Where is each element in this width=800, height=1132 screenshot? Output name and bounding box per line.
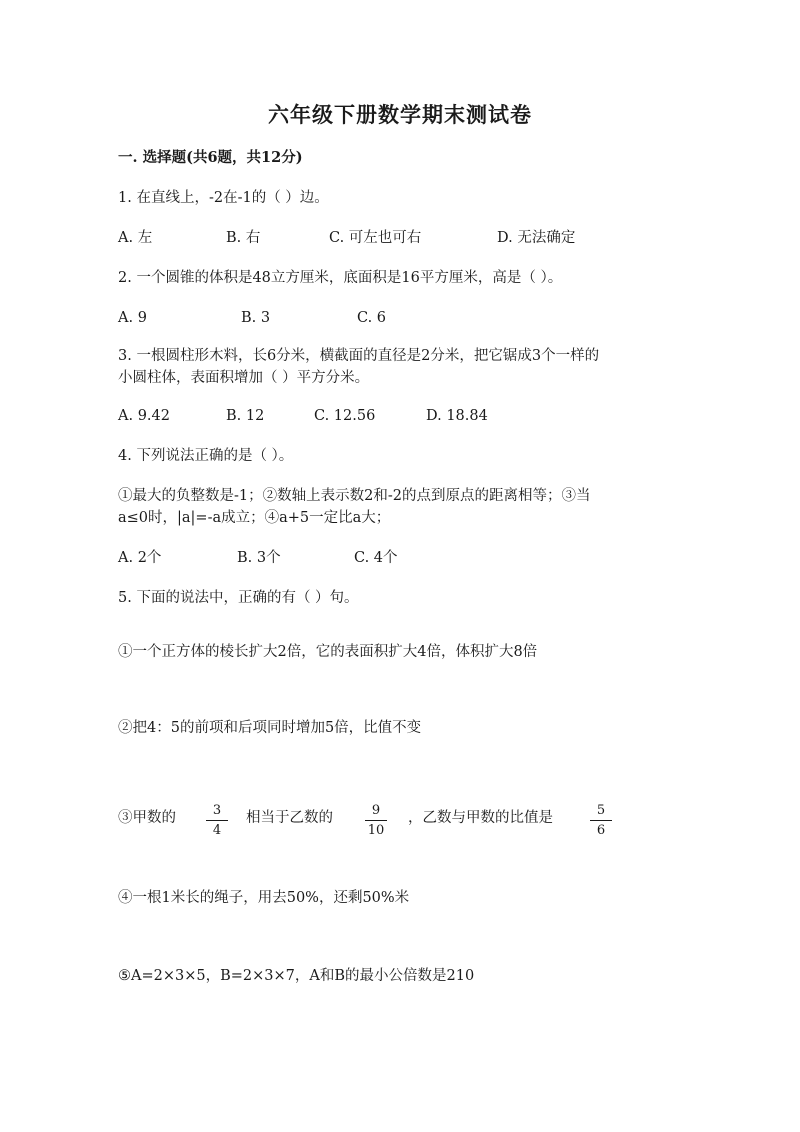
q5-statement-3-part-c: ，乙数与甲数的比值是 xyxy=(408,810,553,826)
q4-option-b: B. 3个 xyxy=(237,550,281,566)
q4-option-a: A. 2个 xyxy=(118,550,162,566)
fraction-numerator: 5 xyxy=(596,803,606,818)
q2-option-b: B. 3 xyxy=(241,310,271,326)
q1-option-b: B. 右 xyxy=(226,230,261,246)
fraction-denominator: 6 xyxy=(596,823,606,838)
q5-statement-5: ⑤A=2×3×5，B=2×3×7，A和B的最小公倍数是210 xyxy=(118,968,475,984)
q3-option-a: A. 9.42 xyxy=(118,408,170,424)
fraction-bar xyxy=(365,820,387,821)
fraction-numerator: 9 xyxy=(371,803,381,818)
q5-statement-3-part-b: 相当于乙数的 xyxy=(246,810,333,826)
q1-option-a: A. 左 xyxy=(118,230,153,246)
q5-statement-3-part-a: ③甲数的 xyxy=(118,810,176,826)
fraction-bar xyxy=(590,820,612,821)
fraction-denominator: 10 xyxy=(367,823,385,838)
fraction-denominator: 4 xyxy=(212,823,222,838)
fraction-5-6 xyxy=(586,803,616,838)
question-4: 4. 下列说法正确的是（ ）。 xyxy=(118,448,294,464)
q3-option-b: B. 12 xyxy=(226,408,265,424)
question-4-statements-line-2: a≤0时，|a|=-a成立；④a+5一定比a大； xyxy=(118,510,391,526)
fraction-numerator: 3 xyxy=(212,803,222,818)
question-5: 5. 下面的说法中，正确的有（ ）句。 xyxy=(118,590,359,606)
q1-option-c: C. 可左也可右 xyxy=(329,230,422,246)
q5-statement-2: ②把4：5的前项和后项同时增加5倍，比值不变 xyxy=(118,720,422,736)
q2-option-a: A. 9 xyxy=(118,310,147,326)
q3-option-c: C. 12.56 xyxy=(314,408,376,424)
question-1: 1. 在直线上，-2在-1的（ ）边。 xyxy=(118,190,329,206)
fraction-9-10 xyxy=(361,803,391,838)
q5-statement-1: ①一个正方体的棱长扩大2倍，它的表面积扩大4倍，体积扩大8倍 xyxy=(118,644,538,660)
q2-option-c: C. 6 xyxy=(357,310,387,326)
question-3-line-1: 3. 一根圆柱形木料，长6分米，横截面的直径是2分米，把它锯成3个一样的 xyxy=(118,348,600,364)
page-title: 六年级下册数学期末测试卷 xyxy=(268,102,532,127)
q1-option-d: D. 无法确定 xyxy=(497,230,576,246)
question-4-statements-line-1: ①最大的负整数是-1；②数轴上表示数2和-2的点到原点的距离相等；③当 xyxy=(118,488,591,504)
question-2: 2. 一个圆锥的体积是48立方厘米，底面积是16平方厘米，高是（ ）。 xyxy=(118,270,563,286)
fraction-3-4 xyxy=(202,803,232,838)
question-3-line-2: 小圆柱体，表面积增加（ ）平方分米。 xyxy=(118,370,370,386)
q4-option-c: C. 4个 xyxy=(354,550,398,566)
section-heading: 一. 选择题(共6题，共12分) xyxy=(118,149,303,166)
q3-option-d: D. 18.84 xyxy=(426,408,488,424)
q5-statement-4: ④一根1米长的绳子，用去50%，还剩50%米 xyxy=(118,890,410,906)
fraction-bar xyxy=(206,820,228,821)
